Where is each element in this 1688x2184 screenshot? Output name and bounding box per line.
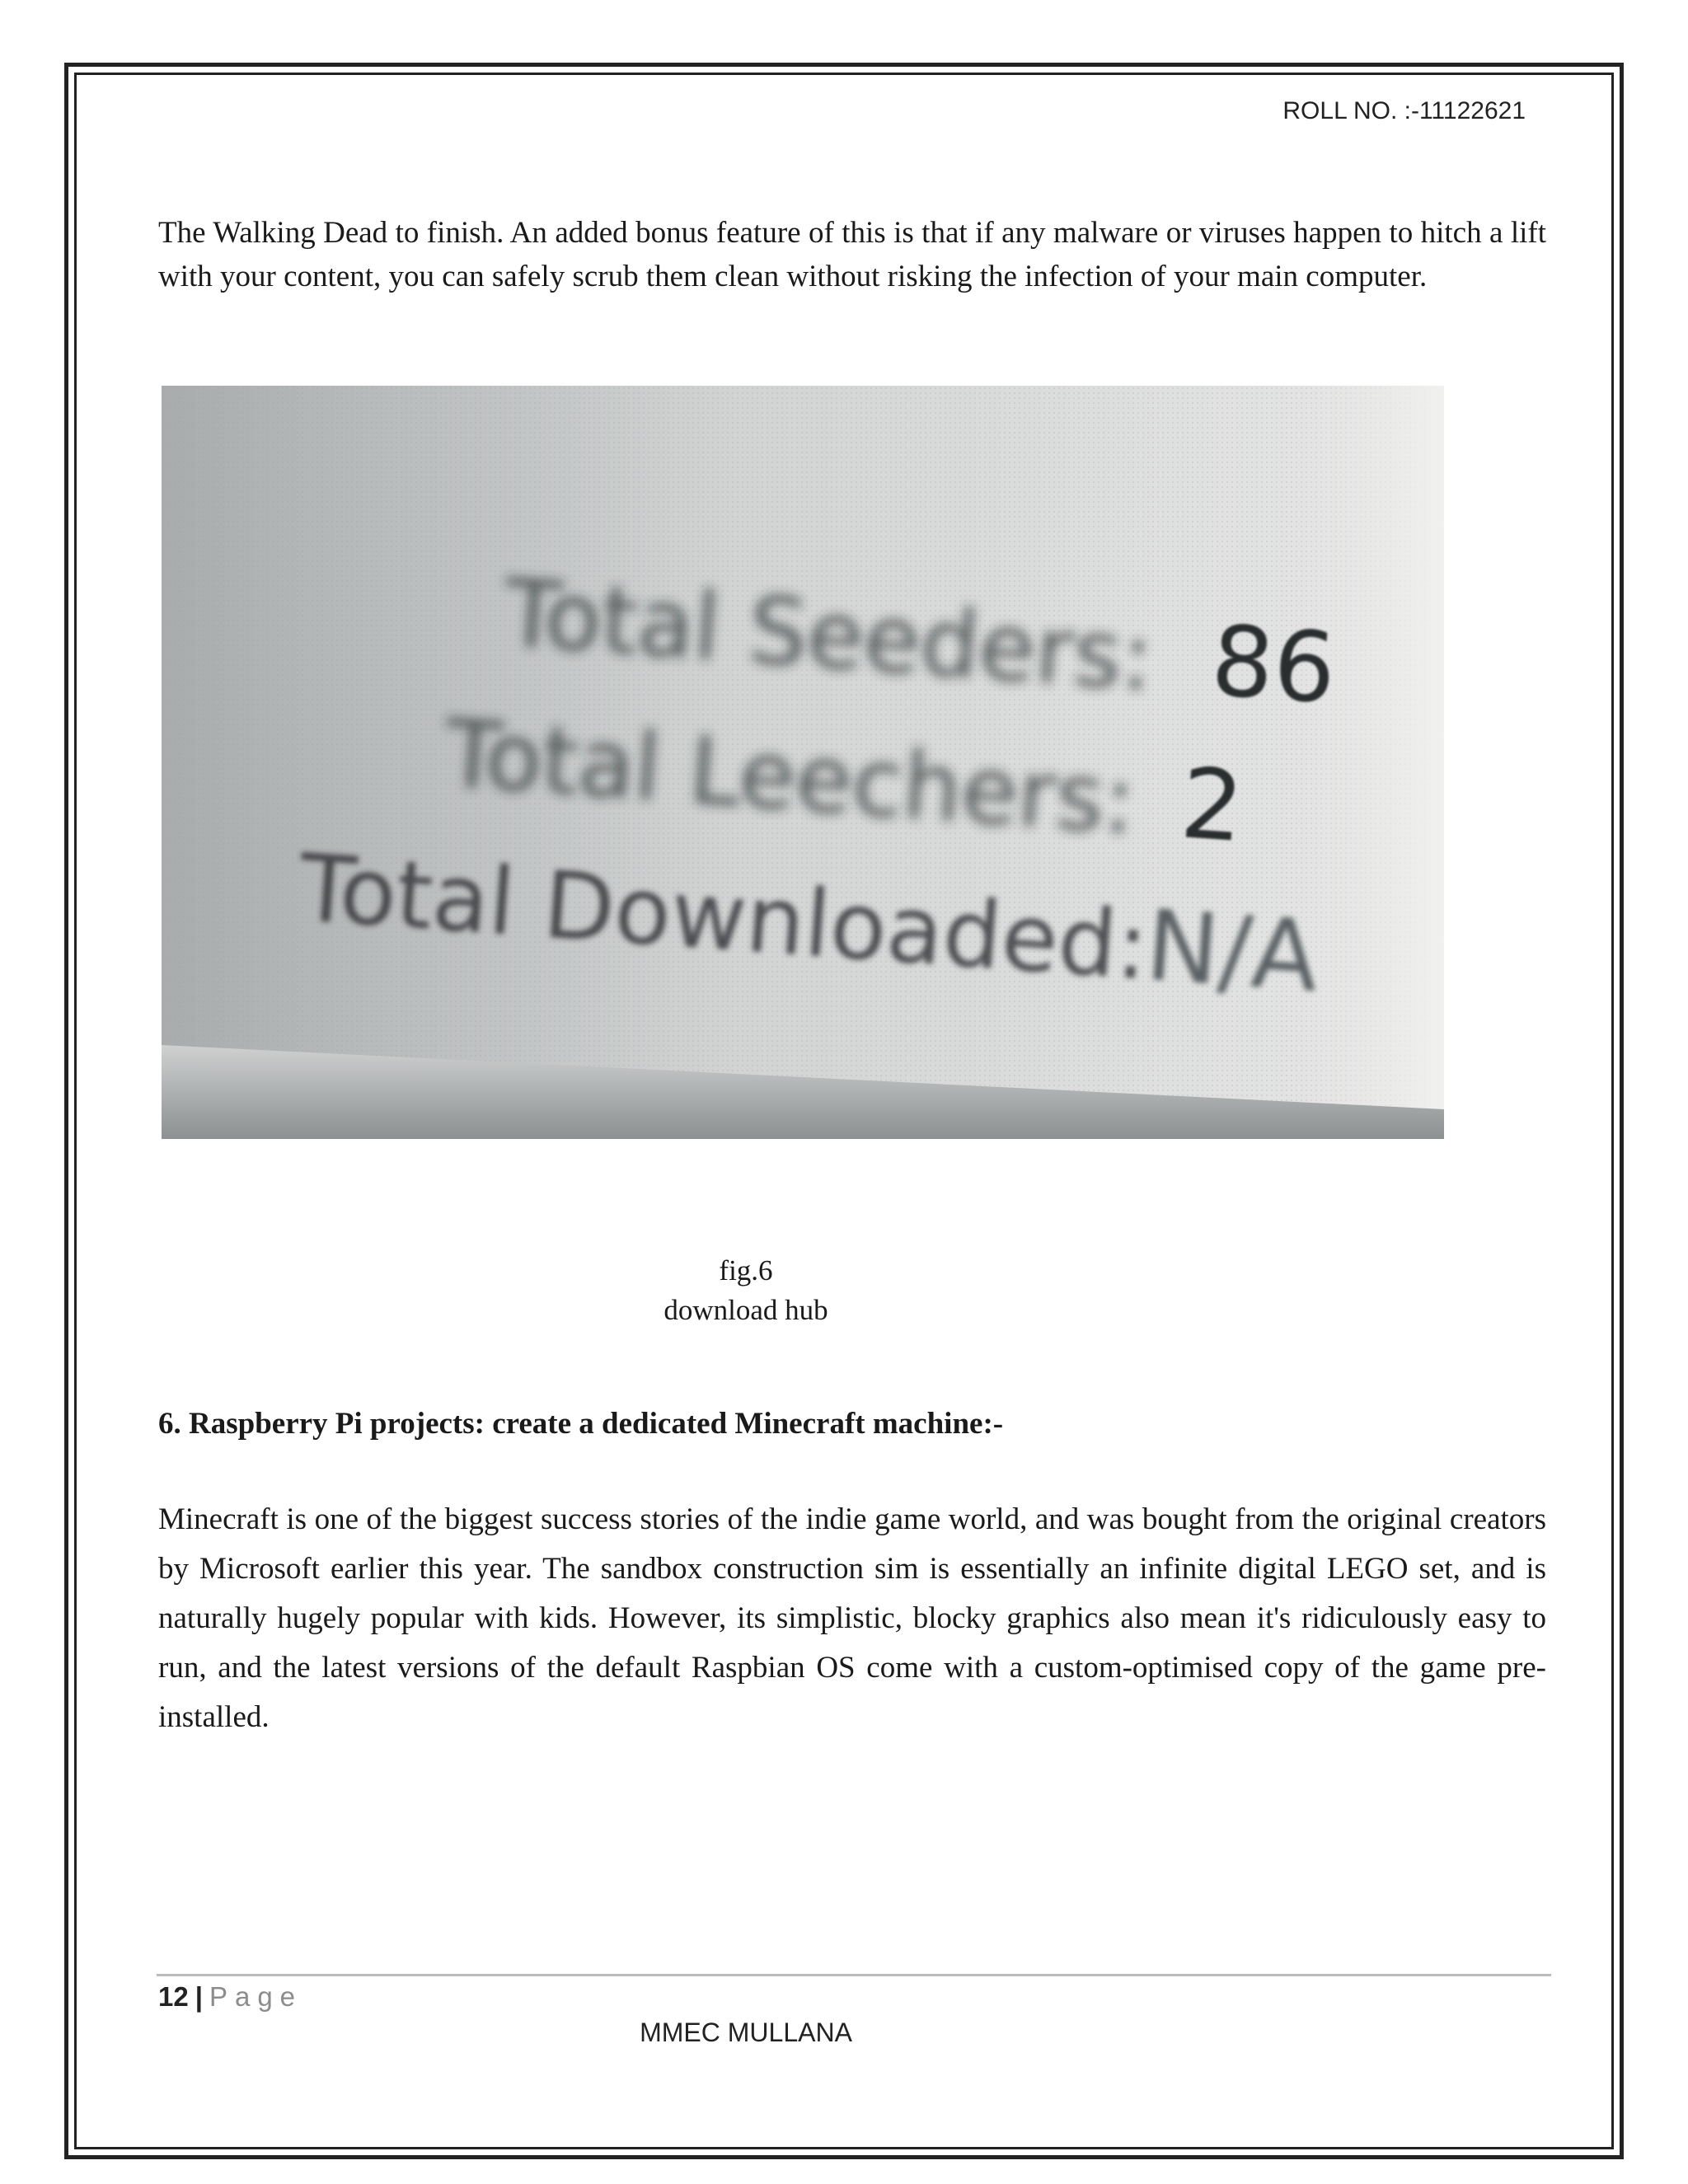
footer-divider [157, 1974, 1551, 1976]
figure-seeders-value: 86 [1207, 603, 1339, 726]
figure-seeders-label: Total Seeders: [500, 560, 1157, 713]
section-paragraph: Minecraft is one of the biggest success stories of the indie game world, and was bought from the original creators by Microsoft earlier this year. The sandbox construction sim is essentially an infinite digital LEGO set, and is naturally hugely popular with kids. However, its simplistic, blocky graphics also mean it's ridiculously easy to run, and the latest versions of the default Raspbian OS come with a custom-optimised copy of the game pre-installed. [158, 1502, 1546, 1734]
figure-download-stats-photo [162, 386, 1444, 1139]
institution-name: MMEC MULLANA [640, 2018, 852, 2047]
figure-downloaded-value: N/A [1142, 888, 1323, 1014]
intro-paragraph: The Walking Dead to finish. An added bonus feature of this is that if any malware or viruses happen to hitch a lift with your content, you can safely scrub them clean without risking the infection of your main computer. [158, 216, 1546, 293]
page-number-separator: | [195, 1981, 203, 2012]
section-heading: 6. Raspberry Pi projects: create a dedicated Minecraft machine:- [158, 1407, 1004, 1441]
figure-leechers-value: 2 [1177, 746, 1247, 865]
page-number-value: 12 [158, 1981, 189, 2012]
roll-number: ROLL NO. :-11122621 [1282, 97, 1526, 124]
figure-caption [0, 1251, 1492, 1330]
figure-caption-text: download hub [663, 1294, 828, 1326]
figure-downloaded-label: Total Downloaded: [295, 834, 1152, 1001]
figure-caption-number: fig.6 [719, 1254, 773, 1286]
page-word: Page [209, 1981, 303, 2012]
page-number [158, 1981, 302, 2013]
figure-leechers-label: Total Leechers: [441, 700, 1139, 855]
figure-right-glare [1299, 386, 1444, 1139]
